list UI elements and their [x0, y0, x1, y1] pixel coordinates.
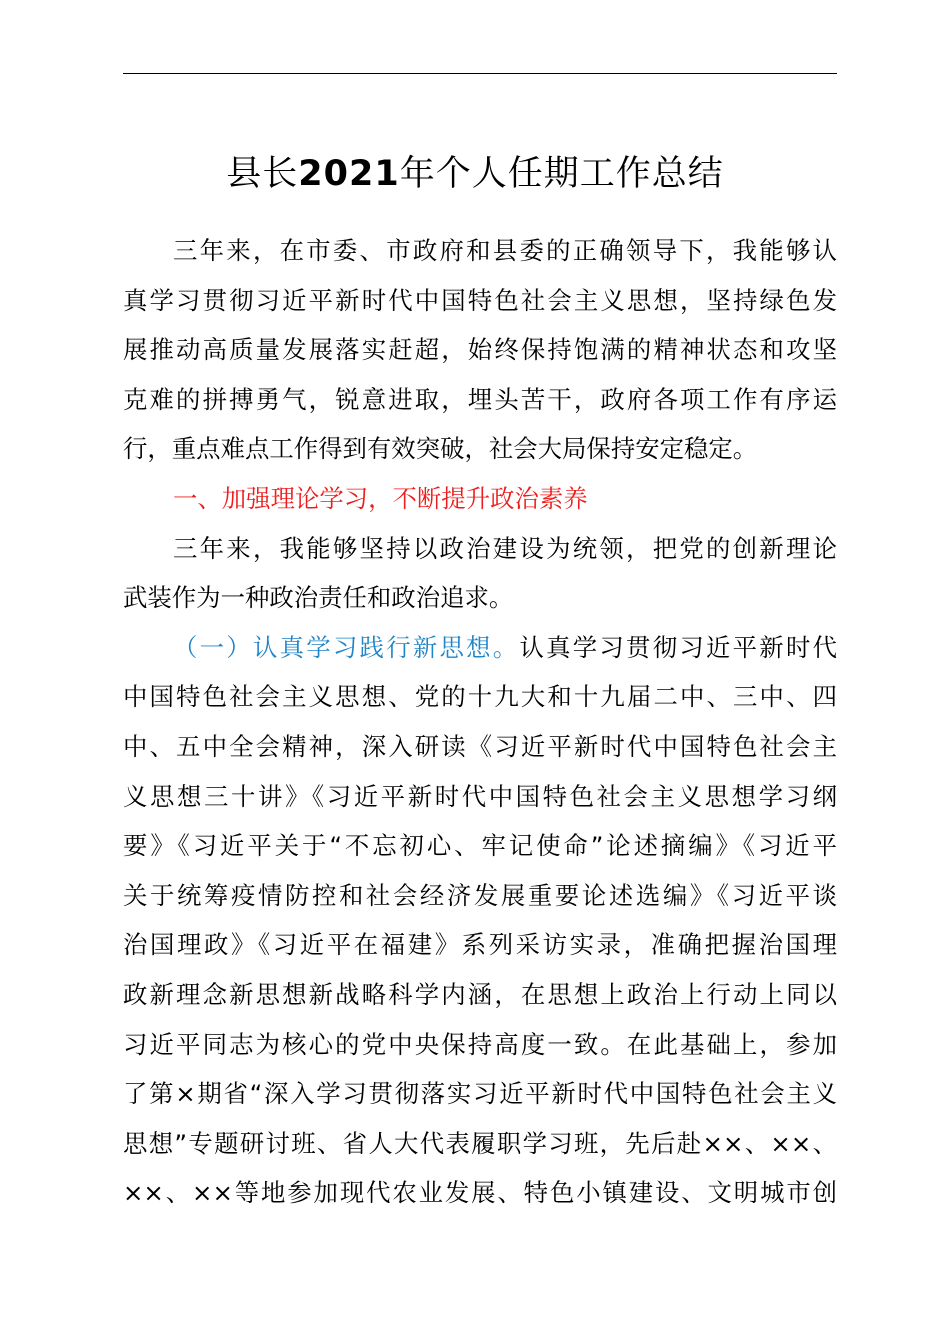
paragraph1-line: 克难的拼搏勇气，锐意进取，埋头苦干，政府各项工作有序运: [123, 384, 837, 414]
document-body: [123, 226, 837, 1218]
paragraph1-line: 行，重点难点工作得到有效突破，社会大局保持安定稳定。: [123, 434, 758, 464]
title-year: 2021: [298, 154, 400, 194]
subsection-first-line-text: 认真学习贯彻习近平新时代: [519, 632, 837, 662]
paragraph2-line: 武装作为一种政治责任和政治追求。: [123, 583, 514, 613]
header-rule: [123, 73, 837, 74]
paragraph1-line: 三年来，在市委、市政府和县委的正确领导下，我能够认: [173, 236, 837, 265]
paragraph3-line: 政新理念新思想新战略科学内涵，在思想上政治上行动上同以: [123, 979, 837, 1009]
paragraph3-line: 习近平同志为核心的党中央保持高度一致。在此基础上，参加: [123, 1029, 837, 1059]
paragraph3-line: ××、××等地参加现代农业发展、特色小镇建设、文明城市创: [123, 1178, 837, 1208]
paragraph3-line: 思想”专题研讨班、省人大代表履职学习班，先后赴××、××、: [123, 1128, 837, 1158]
paragraph3-line: 了第×期省“深入学习贯彻落实习近平新时代中国特色社会主义: [123, 1079, 837, 1109]
subsection-heading: （一）认真学习践行新思想。: [173, 632, 520, 662]
document-title: [0, 150, 950, 198]
paragraph3-line: 要》《习近平关于“不忘初心、牢记使命”论述摘编》《习近平: [123, 831, 837, 861]
title-suffix: 年个人任期工作总结: [399, 154, 724, 194]
paragraph3-line: 义思想三十讲》《习近平新时代中国特色社会主义思想学习纲: [123, 781, 837, 811]
paragraph1-line: 展推动高质量发展落实赶超，始终保持饱满的精神状态和攻坚: [123, 335, 837, 365]
paragraph1-line: 真学习贯彻习近平新时代中国特色社会主义思想，坚持绿色发: [123, 285, 837, 315]
title-prefix: 县长: [226, 154, 299, 194]
subsection-first-line: [123, 623, 837, 673]
section-heading: 一、加强理论学习，不断提升政治素养: [173, 483, 588, 513]
paragraph2-line: 三年来，我能够坚持以政治建设为统领，把党的创新理论: [173, 533, 837, 563]
paragraph3-line: 中国特色社会主义思想、党的十九大和十九届二中、三中、四: [123, 682, 837, 712]
paragraph3-line: 治国理政》《习近平在福建》系列采访实录，准确把握治国理: [123, 930, 837, 960]
paragraph3-line: 中、五中全会精神，深入研读《习近平新时代中国特色社会主: [123, 731, 837, 761]
paragraph3-line: 关于统筹疫情防控和社会经济发展重要论述选编》《习近平谈: [123, 880, 837, 910]
